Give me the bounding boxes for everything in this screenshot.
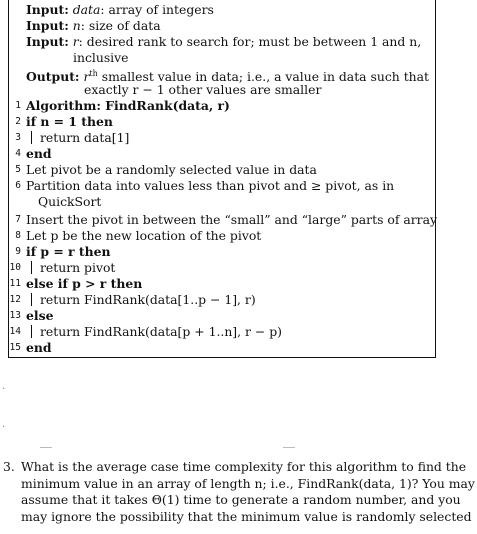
input-var: data	[72, 2, 101, 17]
scan-dash	[283, 447, 295, 448]
question-line: may ignore the possibility that the minimum value is randomly selected	[21, 508, 472, 524]
line-number: 15	[9, 342, 21, 353]
line-number: 13	[9, 310, 21, 321]
question-number: 3.	[3, 459, 15, 474]
output-cont-text: exactly r − 1 other values are smaller	[84, 82, 322, 97]
algo-line-text: Algorithm: FindRank(data, r)	[26, 98, 230, 113]
output-sup: th	[89, 69, 98, 78]
indent-bar	[31, 131, 32, 144]
input-var: r	[72, 34, 79, 49]
line-number: 6	[15, 180, 21, 191]
scan-mark: ·	[2, 422, 6, 433]
algo-line-text: Partition data into values less than pivot and ≥ pivot, as in	[26, 178, 395, 193]
indent-bar	[31, 325, 32, 338]
algo-line-text: if n = 1 then	[26, 114, 113, 129]
indent-bar	[31, 261, 32, 274]
line-number: 14	[9, 326, 21, 337]
algo-line-text: else	[26, 308, 54, 323]
input-label: Input:	[26, 34, 69, 49]
line-number: 9	[15, 246, 21, 257]
algo-line-text: Let p be the new location of the pivot	[26, 228, 262, 243]
input-desc: : array of integers	[100, 2, 214, 17]
line-number: 12	[9, 294, 21, 305]
algorithm-box	[8, 0, 436, 358]
indent-bar	[31, 293, 32, 306]
output-label: Output:	[26, 69, 80, 85]
output-r: r	[83, 69, 90, 85]
algo-line-text: Insert the pivot in between the “small” and “large” parts of array	[26, 212, 437, 227]
algo-line-text: return data[1]	[40, 130, 130, 145]
input-desc: : size of data	[80, 18, 161, 33]
scan-dash	[40, 447, 52, 448]
algo-line-text: return pivot	[40, 260, 116, 275]
line-number: 4	[15, 148, 21, 159]
question-line: minimum value in an array of length n; i.e., FindRank(data, 1)? You may	[21, 475, 475, 491]
line-number: 11	[9, 278, 21, 289]
algo-line-text: Let pivot be a randomly selected value in data	[26, 162, 317, 177]
input-cont-text: inclusive	[73, 50, 129, 65]
line-number: 8	[15, 230, 21, 241]
input-label: Input:	[26, 18, 69, 33]
algo-line-text: else if p > r then	[26, 276, 143, 291]
algo-line-text: return FindRank(data[1..p − 1], r)	[40, 292, 256, 307]
question-body	[21, 459, 475, 525]
input-var: n	[72, 18, 81, 33]
output-desc: smallest value in data; i.e., a value in data such that	[97, 69, 430, 85]
line-number: 2	[15, 116, 21, 127]
question-line: What is the average case time complexity for this algorithm to find the	[21, 459, 467, 474]
line-number: 3	[15, 132, 21, 143]
input-label: Input:	[26, 2, 69, 17]
question-line: assume that it takes Θ(1) time to generate a random number, and you	[21, 492, 461, 507]
algo-line-text: return FindRank(data[p + 1..n], r − p)	[40, 324, 282, 339]
input-desc: : desired rank to search for; must be between 1 and n,	[78, 34, 422, 49]
algo-line-text: if p = r then	[26, 244, 111, 259]
scan-mark: ·	[2, 384, 6, 395]
line-number: 5	[15, 164, 21, 175]
line-number: 1	[15, 100, 21, 111]
line-number: 7	[15, 214, 21, 225]
algo-line-text: end	[26, 340, 52, 355]
algo-line-text: QuickSort	[38, 194, 102, 209]
line-number: 10	[9, 262, 21, 273]
algo-line-text: end	[26, 146, 52, 161]
